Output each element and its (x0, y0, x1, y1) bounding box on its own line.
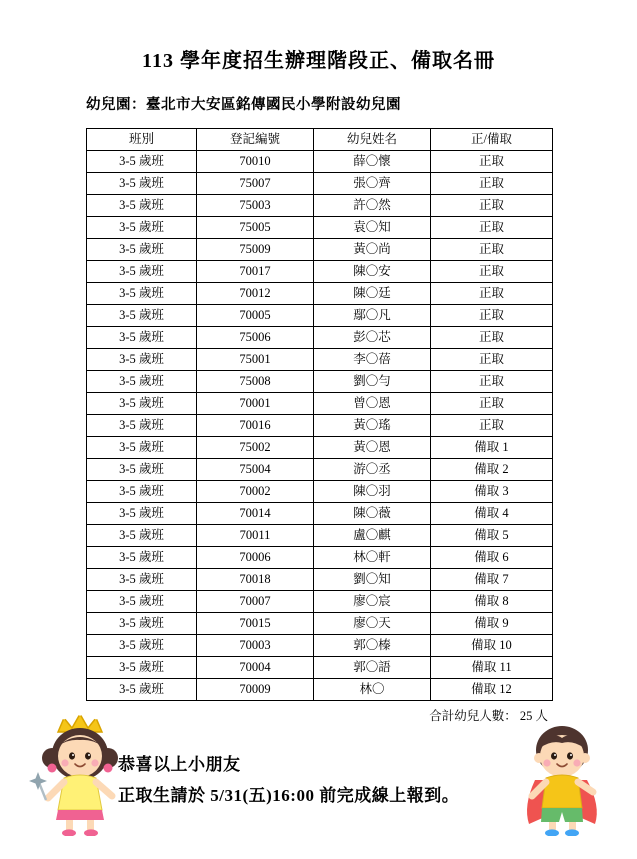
cell-class: 3-5 歲班 (87, 679, 197, 701)
table-row (87, 525, 553, 547)
cell-reg-no: 70009 (197, 679, 314, 701)
cell-status: 正取 (431, 305, 553, 327)
document-page (0, 44, 637, 859)
cell-name: 陳〇廷 (314, 283, 431, 305)
cell-reg-no: 75001 (197, 349, 314, 371)
table-row (87, 569, 553, 591)
cell-status: 備取 5 (431, 525, 553, 547)
column-header-name: 幼兒姓名 (314, 129, 431, 151)
table-row (87, 591, 553, 613)
cell-status: 正取 (431, 195, 553, 217)
cell-name: 劉〇知 (314, 569, 431, 591)
column-header-reg-no: 登記編號 (197, 129, 314, 151)
cell-class: 3-5 歲班 (87, 217, 197, 239)
cell-name: 袁〇知 (314, 217, 431, 239)
cell-reg-no: 70018 (197, 569, 314, 591)
cell-status: 備取 3 (431, 481, 553, 503)
cell-status: 備取 4 (431, 503, 553, 525)
school-subtitle: 幼兒園：臺北市大安區銘傳國民小學附設幼兒園 (86, 97, 401, 113)
cell-reg-no: 70014 (197, 503, 314, 525)
cell-name: 廖〇天 (314, 613, 431, 635)
cell-reg-no: 70004 (197, 657, 314, 679)
cell-class: 3-5 歲班 (87, 151, 197, 173)
cell-reg-no: 70006 (197, 547, 314, 569)
cell-status: 備取 8 (431, 591, 553, 613)
column-header-status: 正/備取 (431, 129, 553, 151)
cell-reg-no: 75006 (197, 327, 314, 349)
cell-status: 正取 (431, 261, 553, 283)
cell-class: 3-5 歲班 (87, 569, 197, 591)
congrats-line-2: 正取生請於 5/31(五)16:00 前完成線上報到。 (118, 786, 460, 805)
cell-class: 3-5 歲班 (87, 547, 197, 569)
cell-name: 盧〇麒 (314, 525, 431, 547)
cell-reg-no: 70011 (197, 525, 314, 547)
cell-reg-no: 75007 (197, 173, 314, 195)
cell-status: 正取 (431, 239, 553, 261)
cell-class: 3-5 歲班 (87, 415, 197, 437)
cell-name: 薛〇懷 (314, 151, 431, 173)
cell-class: 3-5 歲班 (87, 459, 197, 481)
table-row (87, 635, 553, 657)
girl-mascot-illustration (28, 706, 136, 841)
table-row (87, 217, 553, 239)
cell-name: 游〇丞 (314, 459, 431, 481)
table-row (87, 151, 553, 173)
page-title: 113 學年度招生辦理階段正、備取名冊 (142, 50, 495, 72)
cell-status: 備取 1 (431, 437, 553, 459)
table-row (87, 547, 553, 569)
cell-name: 曾〇恩 (314, 393, 431, 415)
cell-class: 3-5 歲班 (87, 173, 197, 195)
boy-mascot-illustration (513, 706, 613, 841)
cell-status: 備取 12 (431, 679, 553, 701)
table-row (87, 349, 553, 371)
cell-status: 備取 2 (431, 459, 553, 481)
table-row (87, 195, 553, 217)
cell-reg-no: 75003 (197, 195, 314, 217)
table-row (87, 239, 553, 261)
cell-status: 正取 (431, 173, 553, 195)
cell-class: 3-5 歲班 (87, 635, 197, 657)
table-row (87, 657, 553, 679)
cell-reg-no: 75002 (197, 437, 314, 459)
cell-class: 3-5 歲班 (87, 371, 197, 393)
cell-class: 3-5 歲班 (87, 591, 197, 613)
cell-class: 3-5 歲班 (87, 283, 197, 305)
cell-status: 備取 11 (431, 657, 553, 679)
cell-reg-no: 75009 (197, 239, 314, 261)
table-row (87, 437, 553, 459)
cell-reg-no: 70001 (197, 393, 314, 415)
table-row (87, 371, 553, 393)
cell-name: 陳〇安 (314, 261, 431, 283)
cell-status: 備取 9 (431, 613, 553, 635)
table-row (87, 173, 553, 195)
cell-name: 郭〇語 (314, 657, 431, 679)
table-row (87, 393, 553, 415)
cell-class: 3-5 歲班 (87, 525, 197, 547)
cell-class: 3-5 歲班 (87, 437, 197, 459)
table-row (87, 261, 553, 283)
cell-status: 正取 (431, 151, 553, 173)
column-header-class: 班別 (87, 129, 197, 151)
cell-reg-no: 75005 (197, 217, 314, 239)
table-row (87, 283, 553, 305)
cell-reg-no: 70003 (197, 635, 314, 657)
cell-status: 正取 (431, 349, 553, 371)
cell-class: 3-5 歲班 (87, 239, 197, 261)
cell-reg-no: 75004 (197, 459, 314, 481)
cell-status: 正取 (431, 283, 553, 305)
cell-status: 正取 (431, 217, 553, 239)
cell-reg-no: 70002 (197, 481, 314, 503)
cell-class: 3-5 歲班 (87, 261, 197, 283)
table-row (87, 415, 553, 437)
cell-reg-no: 70007 (197, 591, 314, 613)
cell-status: 備取 10 (431, 635, 553, 657)
cell-status: 正取 (431, 415, 553, 437)
table-row (87, 503, 553, 525)
cell-class: 3-5 歲班 (87, 393, 197, 415)
cell-reg-no: 70005 (197, 305, 314, 327)
cell-reg-no: 70012 (197, 283, 314, 305)
cell-name: 林〇 (314, 679, 431, 701)
cell-class: 3-5 歲班 (87, 349, 197, 371)
roster-table (86, 128, 553, 701)
cell-reg-no: 70010 (197, 151, 314, 173)
cell-reg-no: 70016 (197, 415, 314, 437)
cell-class: 3-5 歲班 (87, 657, 197, 679)
total-count: 合計幼兒人數： 25 人 (429, 709, 548, 723)
cell-status: 正取 (431, 371, 553, 393)
table-row (87, 459, 553, 481)
cell-name: 廖〇宸 (314, 591, 431, 613)
cell-name: 彭〇芯 (314, 327, 431, 349)
cell-reg-no: 70015 (197, 613, 314, 635)
table-row (87, 613, 553, 635)
table-header-row (87, 129, 553, 151)
cell-name: 林〇軒 (314, 547, 431, 569)
table-row (87, 305, 553, 327)
cell-class: 3-5 歲班 (87, 503, 197, 525)
cell-reg-no: 75008 (197, 371, 314, 393)
cell-name: 陳〇薇 (314, 503, 431, 525)
congrats-message (118, 749, 459, 811)
congrats-line-1: 恭喜以上小朋友 (118, 755, 241, 774)
cell-status: 正取 (431, 393, 553, 415)
cell-name: 劉〇勻 (314, 371, 431, 393)
cell-name: 黃〇恩 (314, 437, 431, 459)
cell-name: 張〇齊 (314, 173, 431, 195)
cell-status: 備取 7 (431, 569, 553, 591)
cell-name: 陳〇羽 (314, 481, 431, 503)
cell-name: 郭〇榛 (314, 635, 431, 657)
cell-name: 許〇然 (314, 195, 431, 217)
cell-reg-no: 70017 (197, 261, 314, 283)
table-row (87, 679, 553, 701)
cell-name: 李〇蓓 (314, 349, 431, 371)
table-row (87, 481, 553, 503)
cell-status: 正取 (431, 327, 553, 349)
cell-class: 3-5 歲班 (87, 613, 197, 635)
cell-class: 3-5 歲班 (87, 195, 197, 217)
cell-name: 鄢〇凡 (314, 305, 431, 327)
cell-name: 黃〇瑤 (314, 415, 431, 437)
cell-class: 3-5 歲班 (87, 481, 197, 503)
cell-class: 3-5 歲班 (87, 327, 197, 349)
table-row (87, 327, 553, 349)
cell-class: 3-5 歲班 (87, 305, 197, 327)
cell-status: 備取 6 (431, 547, 553, 569)
cell-name: 黃〇尚 (314, 239, 431, 261)
